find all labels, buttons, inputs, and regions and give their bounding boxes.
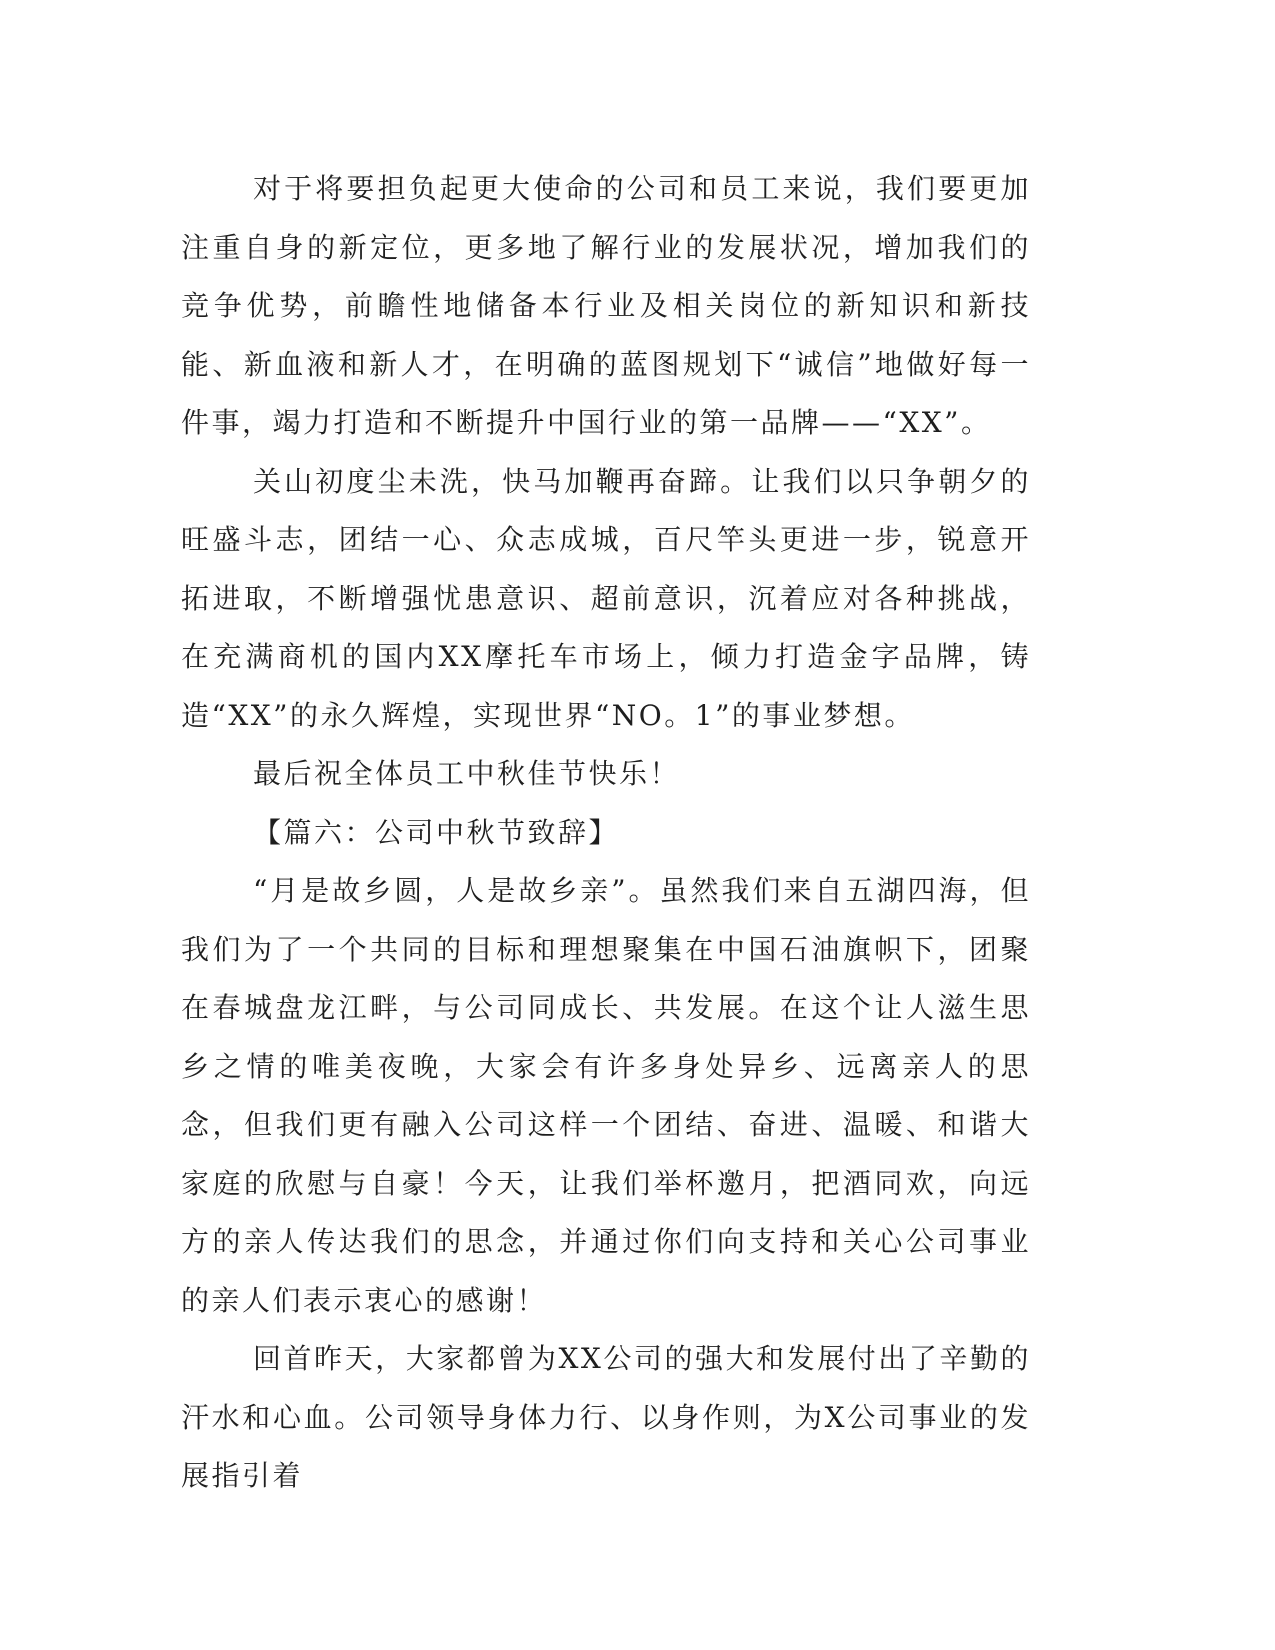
document-body	[181, 160, 1031, 1506]
paragraph-moon-hometown: “月是故乡圆，人是故乡亲”。虽然我们来自五湖四海，但我们为了一个共同的目标和理想聚集在中国石油旗帜下，团聚在春城盘龙江畔，与公司同成长、共发展。在这个让人滋生思乡之情的唯美夜晚，大家会有许多身处异乡、远离亲人的思念，但我们更有融入公司这样一个团结、奋进、温暖、和谐大家庭的欣慰与自豪！今天，让我们举杯邀月，把酒同欢，向远方的亲人传达我们的思念，并通过你们向支持和关心公司事业的亲人们表示衷心的感谢！	[181, 874, 1031, 1317]
paragraph-festival-wish: 最后祝全体员工中秋佳节快乐！	[253, 757, 681, 790]
paragraph-new-positioning: 对于将要担负起更大使命的公司和员工来说，我们要更加注重自身的新定位，更多地了解行业的发展状况，增加我们的竞争优势，前瞻性地储备本行业及相关岗位的新知识和新技能、新血液和新人才，在明确的蓝图规划下“诚信”地做好每一件事，竭力打造和不断提升中国行业的第一品牌——“XX”。	[181, 172, 1031, 439]
paragraph-looking-back: 回首昨天，大家都曾为XX公司的强大和发展付出了辛勤的汗水和心血。公司领导身体力行、以身作则，为X公司事业的发展指引着	[181, 1342, 1031, 1492]
section-heading: 【篇六：公司中秋节致辞】	[253, 815, 620, 849]
paragraph-guanshan: 关山初度尘未洗，快马加鞭再奋蹄。让我们以只争朝夕的旺盛斗志，团结一心、众志成城，百尺竿头更进一步，锐意开拓进取，不断增强忧患意识、超前意识，沉着应对各种挑战，在充满商机的国内XX摩托车市场上，倾力打造金字品牌，铸造“XX”的永久辉煌，实现世界“NO。1”的事业梦想。	[181, 464, 1031, 732]
